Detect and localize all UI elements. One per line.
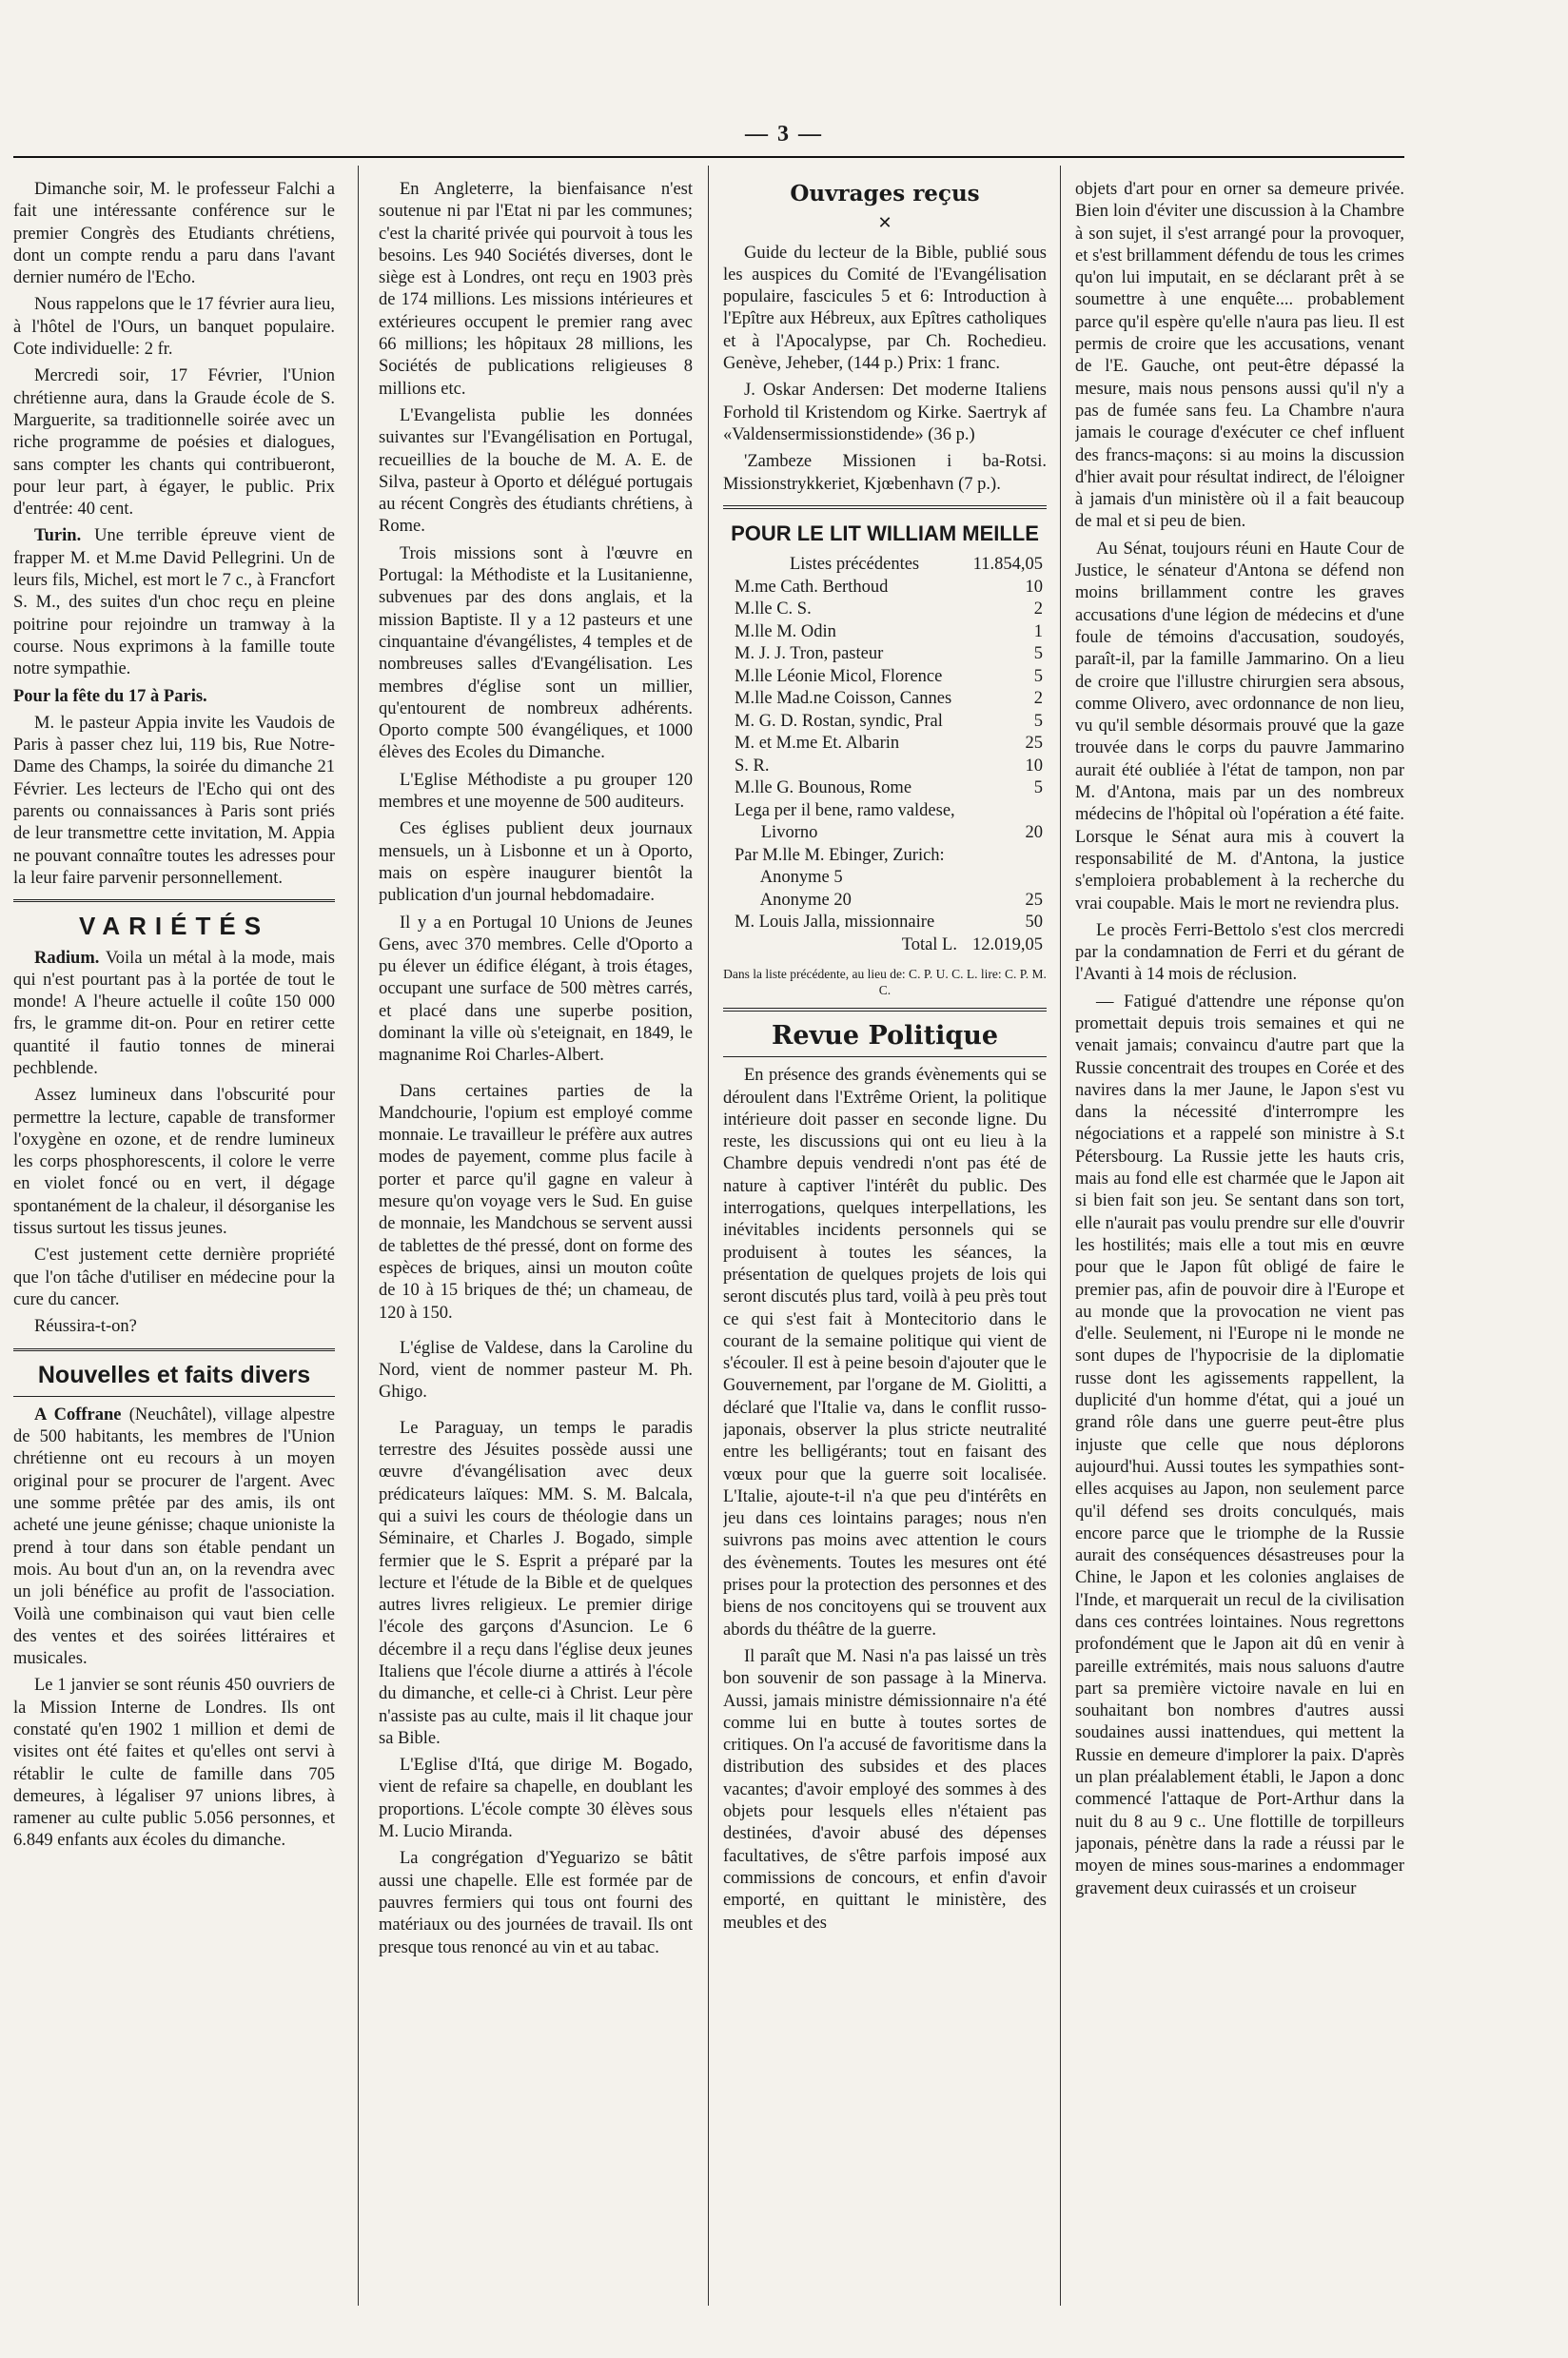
donor-amount: 20 — [1025, 823, 1043, 843]
donor-name: Livorno — [735, 823, 818, 843]
donor-amount — [1043, 867, 1047, 890]
donor-name: Lega per il bene, ramo valdese, — [735, 800, 955, 820]
donor-row — [723, 688, 1047, 711]
revue-ferri-bettolo: Le procès Ferri-Bettolo s'est clos mercredi par la condamnation de Ferri et du gérant de l'Avanti à 14 mois de réclusion. — [1075, 920, 1404, 985]
article-radium-4: Réussira-t-on? — [34, 1317, 137, 1337]
donor-amount: 1 — [1033, 621, 1043, 641]
donor-name: Anonyme 20 — [735, 890, 852, 910]
article-banquet: Nous rappelons que le 17 février aura lieu, à l'hôtel de l'Ours, un banquet populaire. Cote individuelle: 2 fr. — [13, 295, 335, 360]
donor-name: M.lle M. Odin — [735, 621, 836, 641]
donor-list — [723, 577, 1047, 934]
section-rule — [723, 1008, 1047, 1012]
ornament-icon: ✕ — [877, 213, 892, 233]
donor-row — [723, 621, 1047, 644]
total-row: Total L. 12.019,05 — [901, 934, 1043, 954]
ouvrages-title: Ouvrages reçus — [790, 181, 980, 206]
donor-name: M.me Cath. Berthoud — [735, 577, 889, 597]
article-portugal: L'Evangelista publie les données suivantes sur l'Evangélisation en Portugal, recueillies de la bouche de M. A. E. de Silva, pasteur à Oporto et délégué portugais au récent Congrès des étudiants chrétiens, à Rome. — [379, 405, 693, 537]
donor-amount: 25 — [1025, 890, 1043, 910]
donor-row — [723, 845, 1047, 868]
donor-row — [723, 733, 1047, 756]
article-portugal-5: Il y a en Portugal 10 Unions de Jeunes Gens, avec 370 membres. Celle d'Oporto a pu élever un édifice élégant, à trois étages, occupant une surface de 500 mètres carrés, et placé dans une superbe position, dominant la ville où s'eteignait, en 1849, le magnanime Roi Charles-Albert. — [379, 913, 693, 1066]
revue-politique-title: Revue Politique — [771, 1020, 999, 1051]
donor-name: M.lle Léonie Micol, Florence — [735, 666, 943, 686]
column-divider — [708, 166, 709, 2306]
donor-amount: 10 — [1025, 577, 1043, 597]
revue-paragraph-1: En présence des grands évènements qui se déroulent dans l'Extrême Orient, la politique intérieure doit passer en seconde ligne. Du reste, les discussions qui ont eu lieu à la Chambre depuis vendredi n'ont pas été de nature à captiver l'intérêt du public. Des interrogations, quelques interpellations, les inévitables incidents personnels qui se produisent à toutes les séances, la présentation de quelques projets de lois qui seront discutés plus tard, voilà à peu près tout ce qui s'est fait à Montecitorio dans le courant de la semaine politique qui vient de s'écouler. Il est à peine besoin d'ajouter que le Gouvernement, par l'organe de M. Giolitti, a déclaré que l'Italie va, dans le conflit russo-japonais, observer la plus stricte neutralité entre les belligérants; tout en faisant des vœux pour que la guerre soit localisée. L'Italie, ajoute-t-il n'a que peu d'intérêts en jeu dans ces lointains parages; nous n'en suivrons pas moins avec attention le cours des évènements. Toutes les mesures ont été prises pour la protection des personnes et des biens de nos concitoyens qui se trouvent aux abords du théâtre de la guerre. — [723, 1066, 1047, 1640]
article-angleterre: En Angleterre, la bienfaisance n'est soutenue ni par l'Etat ni par les communes; c'est la charité privée qui pourvoit à tous les besoins. Les 940 Sociétés diverses, dont le siège est à Londres, ont reçu en 1903 près de 174 millions. Les missions intérieures et extérieures occupent le premier rang avec 66 millions; les hôpitaux 28 millions, les Sociétés de publications religieuses 8 millions etc. — [379, 180, 693, 399]
donor-row — [723, 867, 1047, 890]
revue-senat: Au Sénat, toujours réuni en Haute Cour de Justice, le sénateur d'Antona se défend non moins brillamment contre les graves accusations d'une légion de médecins et d'une foule de témoins d'accusation, soudoyés, paraît-il, par la famille Jammarino. On a lieu de croire que l'illustre chirurgien sera absous, comme Olivero, avec ordonnance de non lieu, vu qu'il semble désormais prouvé que la gaze trouvée dans le corps du pauvre Jammarino aurait été oubliée à l'état de tampon, non par M. d'Antona, mais par un des nombreux médecins de l'hôpital où l'opération a été faite. Lorsque le Sénat aura mis à couvert la responsabilité de M. d'Antona, la justice s'emploiera probablement à la recherche du vrai coupable. Mais le mort ne reviendra plus. — [1075, 539, 1404, 914]
column-divider — [358, 166, 359, 2306]
varietes-title: VARIÉTÉS — [78, 912, 270, 941]
article-radium-3: C'est justement cette dernière propriété que l'on tâche d'utiliser en médecine pour la cure du cancer. — [13, 1246, 335, 1309]
section-rule — [723, 1056, 1047, 1057]
donor-name: M. et M.me Et. Albarin — [735, 734, 900, 754]
donor-row — [723, 777, 1047, 800]
donor-amount: 25 — [1025, 734, 1043, 754]
donor-row — [723, 711, 1047, 734]
section-rule — [723, 505, 1047, 509]
donor-row — [723, 756, 1047, 778]
article-yeguarizo: La congrégation d'Yeguarizo se bâtit aussi une chapelle. Elle est formée par de pauvres fermiers qui tous ont fourni des matériaux ou des journées de travail. Ils ont presque tous renoncé au vin et au tabac. — [379, 1849, 693, 1957]
article-valdese: L'église de Valdese, dans la Caroline du Nord, vient de nommer pasteur M. Ph. Ghigo. — [379, 1338, 693, 1403]
article-ita: L'Eglise d'Itá, que dirige M. Bogado, vient de refaire sa chapelle, en doublant les proportions. L'école compte 30 élèves sous M. Lucio Miranda. — [379, 1756, 693, 1842]
donor-name: M. J. J. Tron, pasteur — [735, 644, 884, 664]
donor-row — [723, 666, 1047, 689]
donor-row — [723, 822, 1047, 845]
donor-row — [723, 890, 1047, 913]
nouvelles-title: Nouvelles et faits divers — [37, 1361, 311, 1388]
donor-amount: 5 — [1033, 711, 1043, 731]
column-divider — [1060, 166, 1061, 2306]
article-coffrane: A Coffrane (Neuchâtel), village alpestre de 500 habitants, les membres de l'Union chrétienne ont eu recours à un moyen original pour se procurer de l'argent. Avec une somme prêtée par des amis, ils ont acheté une jeune génisse; chaque unioniste la prend à tour dans son étable pendant un mois. Au bout d'un an, on la revendra avec un joli bénéfice au profit de l'association. Voilà une combinaison qui vaut bien celle des ventes et des soirées littéraires et musicales. — [13, 1405, 335, 1669]
donor-name: M.lle G. Bounous, Rome — [735, 778, 912, 798]
donor-amount — [1043, 800, 1047, 823]
revue-paragraph-3: objets d'art pour en orner sa demeure privée. Bien loin d'éviter une discussion à la Chambre à son sujet, il s'est arrangé pour la provoquer, et s'est brillamment défendu de tous les crimes qu'on lui imputait, en se déclarant prêt à se soumettre à une enquête.... probablement parce qu'il espère qu'elle n'aura pas lieu. Il est permis de croire que les accusations, venant de l'E. Gauche, ont peut-être dépassé la mesure, mais nous pensons aussi qu'il n'y a pas de fumée sans feu. La Chambre n'aura jamais le courage d'exécuter ce chef influent des francs-maçons: si au moins la discussion d'hier avait pour résultat indirect, de l'éloigner à jamais d'un ministère où il a fait beaucoup de mal et si peu de bien. — [1075, 180, 1404, 532]
article-fete-paris: M. le pasteur Appia invite les Vaudois de Paris à passer chez lui, 119 bis, Rue Notre-Dame des Champs, la soirée du dimanche 21 Février. Les lecteurs de l'Echo qui ont des parents ou connaissances à Paris sont priés de leur transmettre cette invitation, M. Appia ne pouvant connaître toutes les adresses pour la leur faire parvenir personnellement. — [13, 713, 335, 888]
donor-name: M.lle Mad.ne Coisson, Cannes — [735, 689, 952, 709]
column-3 — [723, 179, 1047, 2306]
correction-note: Dans la liste précédente, au lieu de: C. P. U. C. L. lire: C. P. M. C. — [723, 966, 1047, 997]
listes-precedentes-row: Listes précédentes 11.854,05 — [790, 555, 1043, 575]
donor-row — [723, 599, 1047, 621]
article-falchi: Dimanche soir, M. le professeur Falchi a fait une intéressante conférence sur le premier Congrès des Etudiants chrétiens, dont un compte rendu a paru dans l'avant dernier numéro de l'Echo. — [13, 180, 335, 288]
article-portugal-2: Trois missions sont à l'œuvre en Portugal: la Méthodiste et la Lusitanienne, subvenues par des dons anglais, et la mission Baptiste. Il y a 12 pasteurs et une cinquantaine d'évangélistes, 4 temples et de nombreuses salles d'Evangélisation. Les membres d'église sont un millier, qu'entourent de nombreux adhérents. Oporto compte 500 évangéliques, et 1000 élèves des Ecoles du Dimanche. — [379, 543, 693, 763]
donor-row — [723, 800, 1047, 823]
article-portugal-3: L'Eglise Méthodiste a pu grouper 120 membres et une moyenne de 500 auditeurs. — [379, 770, 693, 813]
donor-name: M. Louis Jalla, missionnaire — [735, 913, 935, 933]
revue-japon-russie: — Fatigué d'attendre une réponse qu'on promettait depuis trois semaines et qui ne venait jamais; convaincu d'autre part que la Russie concentrait des troupes en Corée et des navires dans la mer Jaune, le Japon s'est vu dans la nécessité d'interrompre les négociations et a rappelé son ministre à S.t Pétersbourg. La Russie jette les hauts cris, mais au fond elle est charmée que le Japon ait si bien fait son jeu. Se sentant dans son tort, elle n'aurait pas voulu prendre sur elle d'ouvrir les hostilités; mais elle a tout mis en œuvre pour que le Japon fût obligé de faire le premier pas, afin de pouvoir dire à l'Europe et au monde que la provocation ne vient pas d'elle. Seulement, ni l'Europe ni le monde ne sont dupes de l'hypocrisie de la diplomatie russe dont les agissements rappellent, la duplicité d'un homme d'état, qui a joué un grand rôle dans une guerre peut-être plus injuste que celle que nous déplorons aujourd'hui. Aussi toutes les sympathies sont-elles acquises au Japon, non seulement parce qu'il défend ses droits conculqués, mais encore parce que le triomphe de la Russie aurait des conséquences désastreuses pour la Chine, le Japon et les colonies anglaises de l'Inde, et marquerait un recul de la civilisation dans ces contrées lointaines. Nous regrettons profondément que le Japon ait dû en venir à pareille extrémités, mais nous saluons d'autre part sa première victoire navale en lui en souhaitant bon nombres d'autres aussi soudaines aussi inattendues, qui mettent la Russie en demeure d'implorer la paix. D'après un plan préalablement établi, le Japon a donc commencé l'attaque de Port-Arthur dans la nuit du 8 au 9 c.. Une flottille de torpilleurs japonais, pénètre dans la rade a réussi par le moyen de mines sous-marines a endommager gravement deux cuirassés et un croiseur — [1075, 992, 1404, 1898]
donor-amount: 5 — [1033, 778, 1043, 798]
donor-name: Anonyme 5 — [735, 868, 843, 888]
section-rule — [13, 1396, 335, 1397]
revue-paragraph-2: Il paraît que M. Nasi n'a pas laissé un très bon souvenir de son passage à la Minerva. Aussi, jamais ministre démissionnaire n'a été comme lui en butte à toutes sortes de critiques. On l'a accusé de favoritisme dans la distribution des subsides et des places vacantes; d'avoir employé des sommes à des objets pour lesquels elles n'étaient pas destinées, d'avoir abusé des dépenses facultatives, de s'être parfois imposé aux commissions de concours, et enfin d'avoir emporté, en quittant le ministère, des meubles et des — [723, 1646, 1047, 1933]
column-2 — [379, 179, 693, 2306]
donor-amount: 10 — [1025, 756, 1043, 776]
header-rule — [13, 156, 1404, 158]
ouvrage-guide-bible: Guide du lecteur de la Bible, publié sous les auspices du Comité de l'Evangélisation populaire, fascicules 5 et 6: Introduction à l'Epître aux Hébreux, aux Epîtres catholiques et à l'Apocalypse, par Ch. Rochedieu. Genève, Jeheber, (144 p.) Prix: 1 franc. — [723, 243, 1047, 374]
donor-amount: 5 — [1033, 666, 1043, 686]
donor-name: Par M.lle M. Ebinger, Zurich: — [735, 845, 945, 865]
article-radium: Radium. Voila un métal à la mode, mais qui n'est pourtant pas à la portée de tout le monde! A l'heure actuelle il coûte 150 000 frs, le gramme dit-on. Pour en retirer cette quantité il fautio tonnes de minerai pechblende. — [13, 948, 335, 1078]
column-4 — [1075, 179, 1404, 2306]
ouvrage-zambeze: 'Zambeze Missionen i ba-Rotsi. Missionstrykkeriet, Kjœbenhavn (7 p.). — [723, 452, 1047, 494]
article-londres: Le 1 janvier se sont réunis 450 ouvriers de la Mission Interne de Londres. Ils ont constaté qu'en 1902 1 million et demi de visites ont été faites et qu'elles ont servi à rétablir le culte de famille dans 705 demeures, à légaliser 97 unions libres, à ramener au culte public 5.056 personnes, et 6.849 enfants aux écoles du dimanche. — [13, 1676, 335, 1851]
fete-heading: Pour la fête du 17 à Paris. — [13, 686, 207, 706]
article-turin: Turin. Une terrible épreuve vient de frapper M. et M.me David Pellegrini. Un de leurs fils, Michel, est mort le 7 c., à Francfort S. M., des suites d'un choc reçu en pleine poitrine pour rejoindre un tramway à la course. Nous exprimons à la famille toute notre sympathie. — [13, 526, 335, 679]
donor-amount: 5 — [1033, 644, 1043, 664]
donor-row — [723, 643, 1047, 666]
lit-meille-title: POUR LE LIT WILLIAM MEILLE — [731, 521, 1039, 545]
article-mandchourie: Dans certaines parties de la Mandchourie, l'opium est employé comme monnaie. Le travailleur le préfère aux autres modes de payement, comme plus facile à porter et parce qu'il gagne en valeur à mesure qu'on voyage vers le Sud. En guise de monnaie, les Mandchous se servent aussi de tablettes de thé pressé, dont on forme des espèces de briques, ainsi un mouton coûte de 10 à 15 briques de thé; un chameau, de 120 à 150. — [379, 1081, 693, 1323]
donor-amount — [1043, 845, 1047, 868]
donor-amount: 50 — [1025, 913, 1043, 933]
donor-row — [723, 912, 1047, 934]
donor-name: M.lle C. S. — [735, 599, 812, 619]
donor-amount: 2 — [1033, 599, 1043, 619]
article-union-soiree: Mercredi soir, 17 Février, l'Union chrétienne aura, dans la Graude école de S. Marguerite, sa traditionnelle soirée avec un riche programme de poésies et dialogues, sans compter les chants qui contribueront, pour leur part, à égayer, le public. Prix d'entrée: 40 cent. — [13, 366, 335, 520]
turin-lead: Turin. — [34, 526, 82, 546]
donor-name: M. G. D. Rostan, syndic, Pral — [735, 711, 943, 731]
ouvrage-andersen: J. Oskar Andersen: Det moderne Italiens Forhold til Kristendom og Kirke. Saertryk af «Valdensermissionstidende» (36 p.) — [723, 381, 1047, 444]
article-radium-2: Assez lumineux dans l'obscurité pour permettre la lecture, capable de transformer l'oxygène en ozone, et de rendre lumineux les corps phosphorescents, il colore le verre en violet foncé ou en vert, il dégage spontanément de la chaleur, il désorganise les tissus surtout les tissus jeunes. — [13, 1086, 335, 1239]
donor-name: S. R. — [735, 756, 770, 776]
article-paraguay: Le Paraguay, un temps le paradis terrestre des Jésuites possède aussi une œuvre d'évangélisation avec deux prédicateurs laïques: MM. S. M. Balcala, qui a suivi les cours de théologie dans un Séminaire, et Charles J. Bogado, simple fermier que le S. Esprit a préparé par la lecture et l'étude de la Bible et de quelques autres livres religieux. Le premier dirige l'école des garçons d'Asuncion. Le 6 décembre il a reçu dans l'église deux jeunes Italiens que l'école diurne a attirés à l'école du dimanche, et celle-ci à Christ. Leur père n'assiste pas au culte, mais il lit chaque jour sa Bible. — [379, 1418, 693, 1748]
donor-amount: 2 — [1033, 689, 1043, 709]
section-rule — [13, 1348, 335, 1351]
article-portugal-4: Ces églises publient deux journaux mensuels, un à Lisbonne et un à Oporto, mais on espère inaugurer bientôt la publication d'un journal hebdomadaire. — [379, 819, 693, 906]
column-1 — [13, 179, 335, 2306]
section-rule — [13, 899, 335, 902]
donor-row — [723, 577, 1047, 599]
page-number: — 3 — — [745, 122, 823, 147]
